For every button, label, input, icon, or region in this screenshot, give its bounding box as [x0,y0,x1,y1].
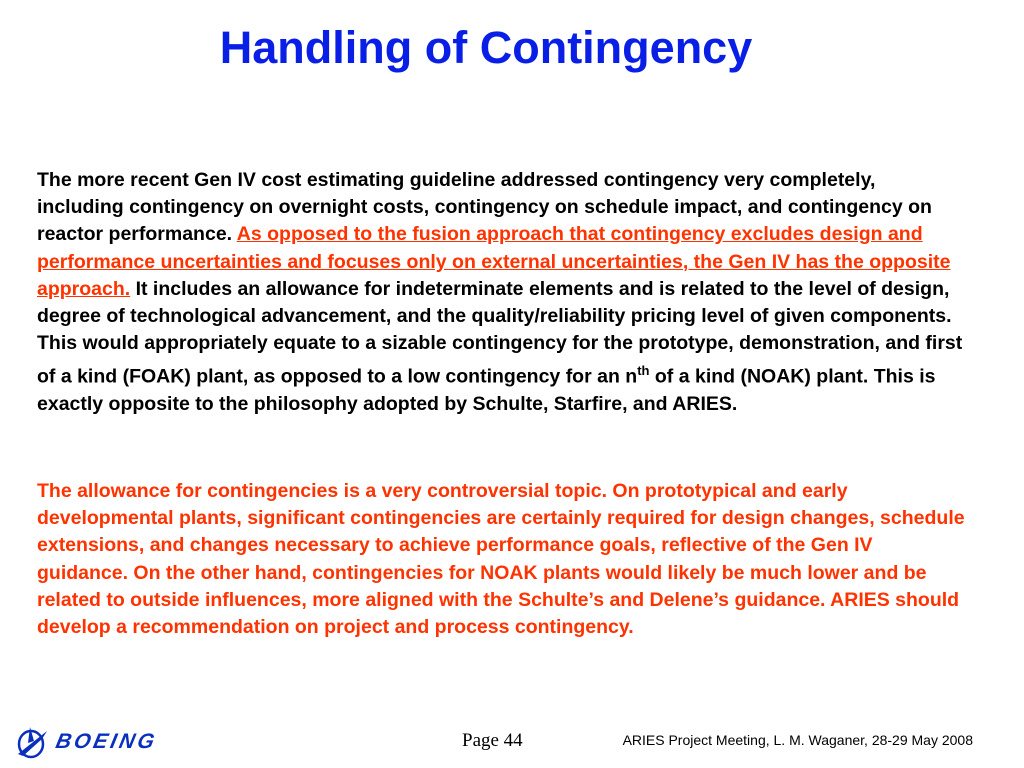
boeing-logo-icon [16,723,50,761]
slide-title: Handling of Contingency [219,22,753,73]
page-number: Page 44 [462,730,523,751]
boeing-logo-text: BOEING [53,730,160,753]
body-paragraph-allowance: The allowance for contingencies is a very controversial topic. On prototypical and early developmental plants, significant contingencies are certainly required for design changes, schedule extensions, and changes necessary to achieve performance goals, reflective of the Gen IV guidance. On the other hand, contingencies for NOAK plants would likely be much lower and be related to outside influences, more aligned with the Schulte’s and Delene’s guidance. ARIES should develop a recommendation on project and process contingency. [37,480,965,639]
paragraph1-underlined-red: As opposed to the fusion approach that contingency excludes design and performance uncertainties and focuses only on external uncertainties, the Gen IV has the opposite approach. [37,223,951,300]
paragraph1-superscript: th [637,363,650,379]
paragraph1-text-b: It includes an allowance for indeterminate elements and is related to the level of design, degree of technological advancement, and the quality/reliability pricing level of given components. This would appropriately equate to a sizable contingency for the prototype, demonstration, and first of a kind (FOAK) plant, as opposed to a low contingency for an n [37,277,963,388]
body-paragraph-gen-iv [37,167,967,418]
boeing-logo [16,722,160,762]
paragraph1-text-c: of a kind (NOAK) plant. This is exactly opposite to the philosophy adopted by Schulte, Starfire, and ARIES. [37,365,936,416]
paragraph1-text-a: The more recent Gen IV cost estimating guideline addressed contingency very completely, including contingency on overnight costs, contingency on schedule impact, and contingency on reactor performance. [37,169,932,246]
meeting-info: ARIES Project Meeting, L. M. Waganer, 28-29 May 2008 [622,732,973,748]
